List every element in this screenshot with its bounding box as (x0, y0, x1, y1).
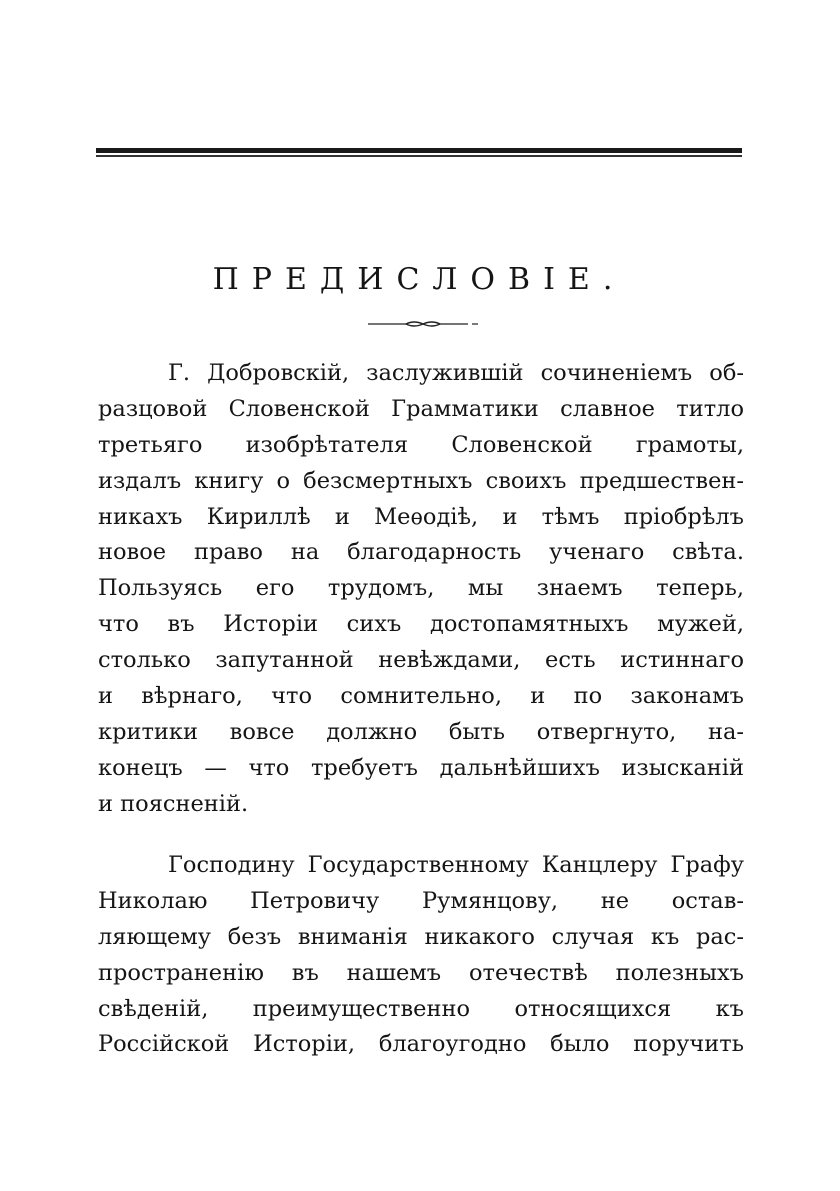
text-line: Господину Государственному Канцлеру Графу (168, 852, 744, 878)
text-line: издалъ книгу о безсмертныхъ своихъ предшествен- (98, 467, 744, 494)
text-line: Пользуясь его трудомъ, мы знаемъ теперь, (98, 575, 744, 602)
ornament-divider (368, 320, 478, 328)
text-line: Г. Добровскій, заслужившій сочиненіемъ об- (168, 360, 744, 386)
text-line: свѣденій, преимущественно относящихся къ (98, 995, 744, 1022)
page-heading: ПРЕДИСЛОВІЕ. (212, 262, 626, 297)
text-line: конецъ — что требуетъ дальнѣйшихъ изысканій (98, 754, 744, 781)
paragraph-2 (98, 848, 744, 1063)
text-line: никахъ Кириллѣ и Меѳодіѣ, и тѣмъ пріобрѣлъ (98, 503, 744, 530)
text-line: и вѣрнаго, что сомнительно, и по законамъ (98, 683, 744, 710)
text-line: Николаю Петровичу Румянцову, не остав- (98, 887, 744, 914)
header-rule-thin (96, 155, 742, 157)
paragraph-1 (98, 356, 744, 823)
text-line: Россійской Исторіи, благоугодно было поручить (98, 1031, 744, 1058)
text-line: столько запутанной невѣждами, есть истиннаго (98, 647, 744, 674)
text-line: и поясненій. (98, 790, 249, 817)
text-line: разцовой Словенской Грамматики славное титло (98, 395, 744, 422)
text-line: третьяго изобрѣтателя Словенской грамоты, (98, 431, 744, 458)
text-line: что въ Исторіи сихъ достопамятныхъ мужей, (98, 611, 744, 638)
text-line: критики вовсе должно быть отвергнуто, на- (98, 718, 744, 745)
header-rule-thick (96, 148, 742, 153)
text-line: ляющему безъ вниманія никакого случая къ рас- (98, 923, 744, 950)
text-line: новое право на благодарность ученаго свѣта. (98, 539, 744, 566)
text-line: пространенію въ нашемъ отечествѣ полезныхъ (98, 959, 744, 986)
